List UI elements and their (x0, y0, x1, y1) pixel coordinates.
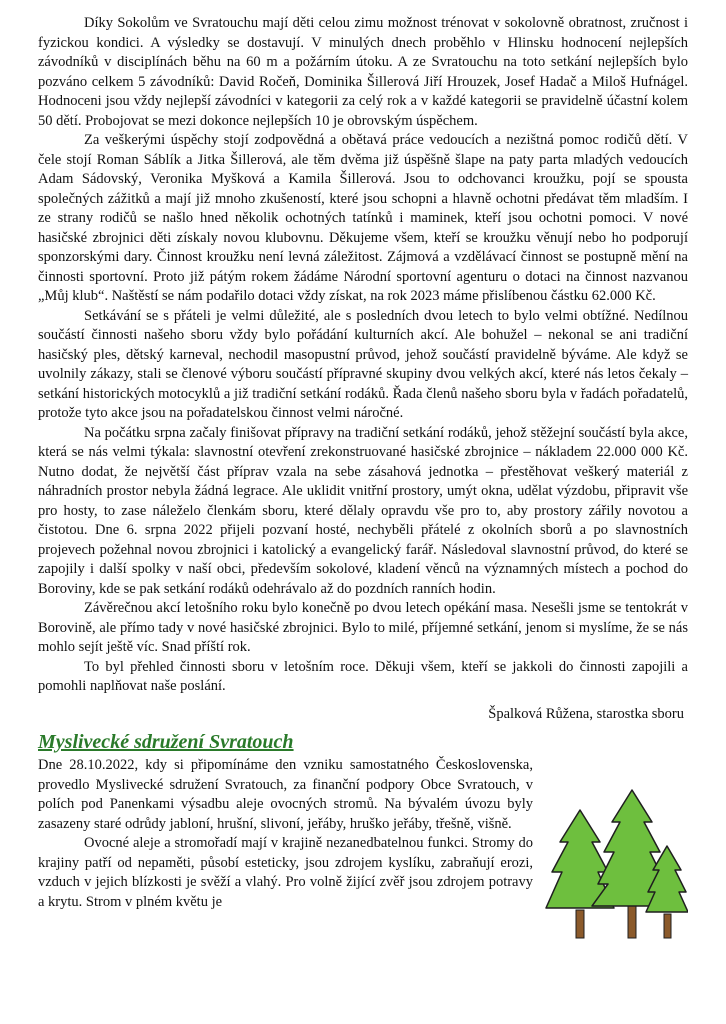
hunting-association-section (38, 730, 688, 912)
section-title: Myslivecké sdružení Svratouch (38, 731, 294, 753)
paragraph-leaders: Za veškerými úspěchy stojí zodpovědná a obětavá práce vedoucích a nezištná pomoc rodičů dětí. V čele stojí Roman Sáblík a Jitka Šillerová, ale těm dvěma již úspěšně šlape na paty parta mladých vedoucích Adam Sádovský, Veronika Myšková a Kamila Šillerová. Jsou to odchovanci kroužku, pojí se spousta společných zážitků a mají již mnoho zkušeností, které jsou schopni a hlavně ochotni předávat těm mladším. I ze strany rodičů se našlo hned několik ochotných tatínků i maminek, kteří jsou ochotni pomoci. V nové hasičské zbrojnici děti získaly novou klubovnu. Děkujeme všem, kteří se kroužku věnují nebo ho podporují sponzorskými dary. Činnost kroužku není levná záležitost. Zájmová a vzdělávací činnost se postupně mění na činnosti sportovní. Proto již pátým rokem žádáme Národní sportovní agenturu o dotaci na činnost nazvanou „Můj klub“. Naštěstí se nám podařilo dotaci vždy získat, na rok 2023 máme přislíbenou částku 62.000 Kč. (38, 132, 688, 304)
pine-trees-icon (538, 780, 688, 940)
document-page (38, 14, 688, 912)
section-body (38, 756, 533, 912)
paragraph-tree-benefits: Ovocné aleje a stromořadí mají v krajině nezanedbatelnou funkci. Stromy do krajiny patří od nepaměti, působí esteticky, jsou zdrojem kyslíku, zabraňují erozi, vzduch v jejich blízkosti je svěží a vlahý. Pro volně žijící zvěř jsou zdrojem potravy a krytu. Strom v plném květu je (38, 835, 533, 910)
paragraph-summary: To byl přehled činnosti sboru v letošním roce. Děkuji všem, kteří se jakkoli do činnosti zapojili a pomohli naplňovat naše poslání. (38, 658, 688, 694)
paragraph-tree-planting: Dne 28.10.2022, kdy si připomínáme den vzniku samostatného Československa, provedlo Myslivecké sdružení Svratouch, za finanční podpory Obce Svratouch, v polích pod Panenkami výsadbu aleje ovocných stromů. Na bývalém úvozu byly zasazeny staré odrůdy jabloní, hrušní, slivoní, jeřáby, hruško jeřáby, třešně, višně. (38, 757, 533, 832)
paragraph-sokol: Díky Sokolům ve Svratouchu mají děti celou zimu možnost trénovat v sokolovně obratnost, zručnost i fyzickou kondici. A výsledky se dostavují. V minulých dnech proběhlo v Hlinsku hodnocení nejlepších závodníků v disciplínách běhu na 60 m a požárním útoku. A ze Svratouchu na toto setkání nejlepších bylo pozváno celkem 5 závodníků: David Ročeň, Dominika Šillerová Jiří Hrouzek, Josef Hadač a Miloš Hufnágel. Hodnoceni jsou vždy nejlepší závodníci v kategorii za celý rok a v každé kategorii se pravidelně účastní kolem 50 dětí. Probojovat se mezi dokonce nejlepších 10 je obrovským úspěchem. (38, 15, 688, 129)
paragraph-reunion: Na počátku srpna začaly finišovat přípravy na tradiční setkání rodáků, jehož stěžejní součástí byla akce, která se nás velmi týkala: slavnostní otevření zrekonstruované hasičské zbrojnice – nákladem 22.000 000 Kč. Nutno dodat, že největší část příprav vzala na sebe zásahová jednotka – přestěhovat veškerý materiál z náhradních prostor nebyla žádná legrace. Ale uklidit vnitřní prostory, umýt okna, udělat výzdobu, připravit vše pro hosty, to zase náleželo členkám sboru, které dělaly opravdu vše pro to, aby prostory zářily novotou a čistotou. Dne 6. srpna 2022 přijeli pozvaní hosté, nechyběli přátelé z okolních sborů a po slavnostních projevech požehnal novou zbrojnici i katolický a evangelický farář. Následoval slavnostní průvod, do které se zapojily i další spolky v naší obci, především sokolové, kladení věnců na významných místech a pochod do Boroviny, kde se pak setkání rodáků odehrávalo až do pozdních ranních hodin. (38, 424, 688, 597)
paragraph-meetings: Setkávání se s přáteli je velmi důležité, ale s posledních dvou letech to bylo velmi obtížné. Nedílnou součástí činnosti našeho sboru vždy bylo pořádání kulturních akcí. Ale bohužel – nekonal se ani tradiční hasičský ples, dětský karneval, nechodil masopustní průvod, jehož součástí pravidelně býváme. Ale když se uvolnily zákazy, stali se členové výboru součástí přípravné skupiny dvou velkých akcí, které nás letos čekaly – setkání historických motocyklů a již tradiční setkání rodáků. Řada členů našeho sboru byla v řadách pořadatelů, protože tyto akce jsou na pořadatelskou činnost velmi náročné. (38, 307, 688, 421)
signature: Špalková Růžena, starostka sboru (488, 705, 684, 722)
paragraph-closing-event: Závěrečnou akcí letošního roku bylo konečně po dvou letech opékání masa. Nesešli jsme se tentokrát v Borovině, ale přímo tady v nové hasičské zbrojnici. Bylo to milé, příjemné setkání, jenom si myslíme, že se nás mohlo sejít ještě víc. Snad příští rok. (38, 600, 688, 655)
